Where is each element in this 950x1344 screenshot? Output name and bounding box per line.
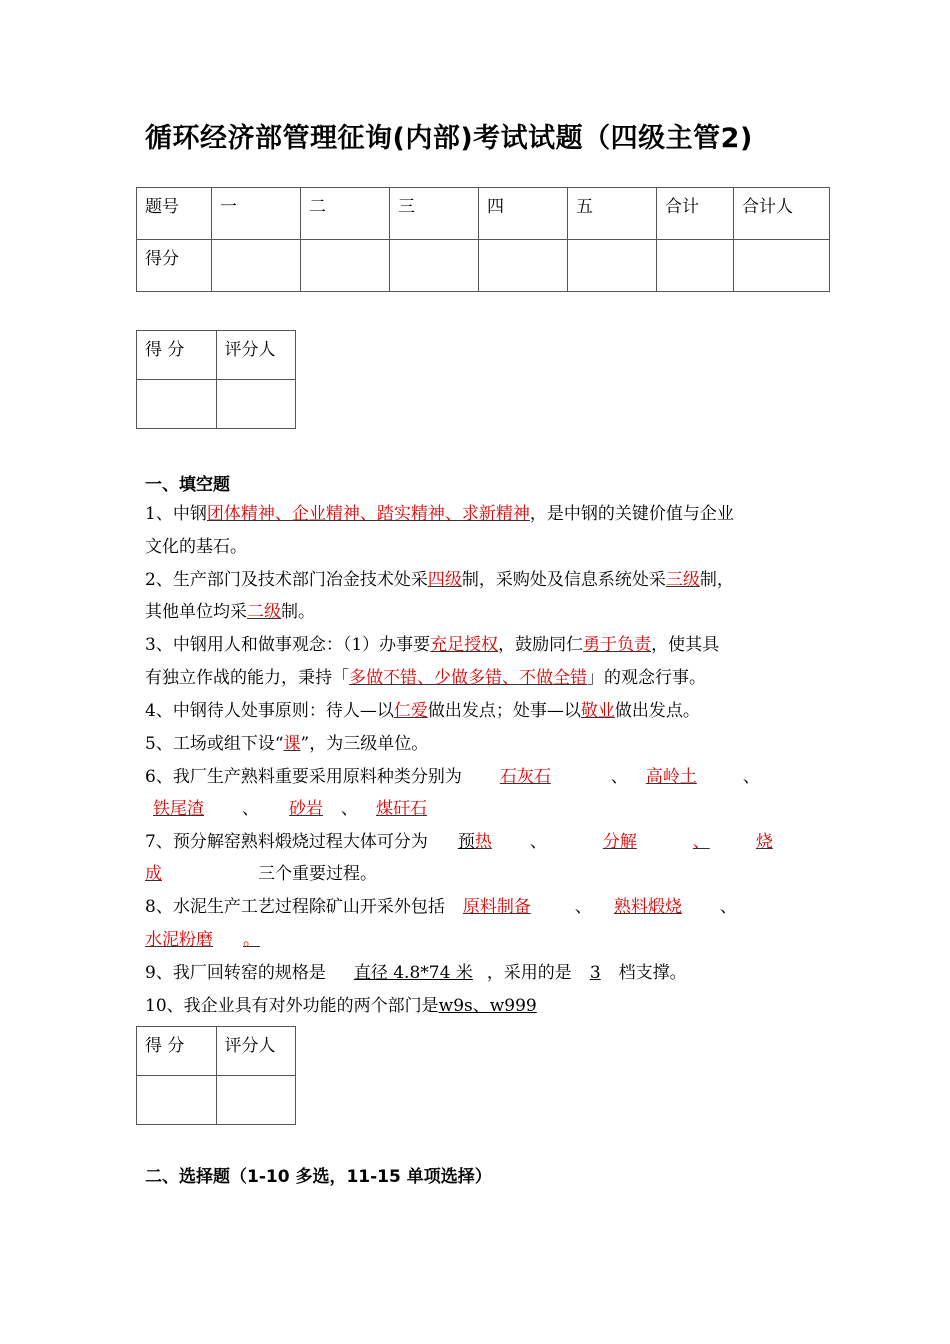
question-7: 7、预分解窑熟料煅烧过程大体可分为 预热 、 分解 、 烧 <box>145 832 773 852</box>
question-3-cont: 有独立作战的能力，秉持「多做不错、少做多错、不做全错」的观念行事。 <box>145 668 706 688</box>
grader-label: 评分人 <box>216 331 296 380</box>
table-row-label: 得分 <box>137 240 212 292</box>
section-heading: 二、选择题（1-10 多选，11-15 单项选择） <box>145 1167 492 1187</box>
answer: 熟料煅烧 <box>613 897 682 917</box>
grader-score-label: 得 分 <box>137 331 217 380</box>
answer: 煤矸石 <box>376 799 427 819</box>
answer: 水泥粉磨 <box>145 930 213 950</box>
answer: 烧 <box>755 832 773 852</box>
answer: 勇于负责 <box>583 635 652 655</box>
answer: 分解 <box>602 832 637 852</box>
answer: 二级 <box>247 602 281 622</box>
answer: 原料制备 <box>462 897 531 917</box>
question-8: 8、水泥生产工艺过程除矿山开采外包括 原料制备 、 熟料煅烧 、 <box>145 897 737 917</box>
answer: 直径 4.8*74 米 <box>353 963 473 983</box>
answer: 热 <box>474 832 492 852</box>
table-header-cell: 一 <box>212 188 301 240</box>
score-cell[interactable] <box>479 240 568 292</box>
grader-score-label: 得 分 <box>137 1027 217 1076</box>
answer: 预 <box>457 832 475 852</box>
question-2: 2、生产部门及技术部门冶金技术处采四级制，采购处及信息系统处采三级制， <box>145 570 734 590</box>
answer: 3 <box>589 963 601 983</box>
answer: 敬业 <box>580 701 615 721</box>
answer: 高岭土 <box>645 767 697 787</box>
page-title: 循环经济部管理征询(内部)考试试题（四级主管2) <box>145 123 753 154</box>
answer: 充足授权 <box>430 635 499 655</box>
answer: 仁爱 <box>393 701 428 721</box>
score-cell[interactable] <box>734 240 830 292</box>
question-8-cont: 水泥粉磨 。 <box>145 930 260 950</box>
question-1-cont: 文化的基石。 <box>145 537 247 557</box>
question-1: 1、中钢团体精神、企业精神、踏实精神、求新精神，是中钢的关键价值与企业 <box>145 504 734 524</box>
table-header-cell: 题号 <box>137 188 212 240</box>
score-cell[interactable] <box>301 240 390 292</box>
grader-table <box>136 330 296 429</box>
score-table <box>136 187 830 292</box>
answer: 三级 <box>665 570 700 590</box>
answer: 铁尾渣 <box>153 799 204 819</box>
grader-score-cell[interactable] <box>137 1076 217 1125</box>
score-cell[interactable] <box>390 240 479 292</box>
grader-table-2 <box>136 1026 296 1125</box>
score-cell[interactable] <box>568 240 657 292</box>
table-header-cell: 合计 <box>657 188 734 240</box>
section-heading: 一、填空题 <box>145 475 230 495</box>
question-7-cont: 成 三个重要过程。 <box>145 864 377 884</box>
question-6: 6、我厂生产熟料重要采用原料种类分别为 石灰石 、 高岭土 、 <box>145 767 760 787</box>
question-2-cont: 其他单位均采二级制。 <box>145 602 315 622</box>
question-10: 10、我企业具有对外功能的两个部门是w9s、w999 <box>145 996 537 1016</box>
answer: 成 <box>145 864 162 884</box>
answer: 求新精神 <box>461 504 530 524</box>
score-cell[interactable] <box>657 240 734 292</box>
grader-score-cell[interactable] <box>137 380 217 429</box>
table-header-cell: 五 <box>568 188 657 240</box>
answer: 团体精神 <box>206 504 275 524</box>
table-header-cell: 三 <box>390 188 479 240</box>
table-header-cell: 四 <box>479 188 568 240</box>
question-9: 9、我厂回转窑的规格是 直径 4.8*74 米 ，采用的是 3 档支撑。 <box>145 963 687 983</box>
grader-name-cell[interactable] <box>216 380 296 429</box>
score-cell[interactable] <box>212 240 301 292</box>
question-3: 3、中钢用人和做事观念：（1）办事要充足授权，鼓励同仁勇于负责，使其具 <box>145 635 720 655</box>
question-5: 5、工场或组下设“课”，为三级单位。 <box>145 734 429 754</box>
answer: 砂岩 <box>289 799 323 819</box>
table-header-cell: 二 <box>301 188 390 240</box>
grader-label: 评分人 <box>216 1027 296 1076</box>
answer: 课 <box>283 734 301 754</box>
answer: 不做全错 <box>519 668 587 688</box>
answer: 多做不错 <box>349 668 417 688</box>
grader-name-cell[interactable] <box>216 1076 296 1125</box>
answer: 四级 <box>427 570 462 590</box>
answer: 企业精神 <box>291 504 360 524</box>
table-row <box>137 188 830 240</box>
answer: 踏实精神 <box>376 504 445 524</box>
question-6-cont: 铁尾渣 、 砂岩 、 煤矸石 <box>153 799 427 819</box>
answer: 石灰石 <box>499 767 551 787</box>
table-header-cell: 合计人 <box>734 188 830 240</box>
answer: w9s、w999 <box>438 996 537 1016</box>
question-4: 4、中钢待人处事原则：待人—以仁爱做出发点；处事—以敬业做出发点。 <box>145 701 700 721</box>
answer: 少做多错 <box>434 668 502 688</box>
table-row <box>137 240 830 292</box>
